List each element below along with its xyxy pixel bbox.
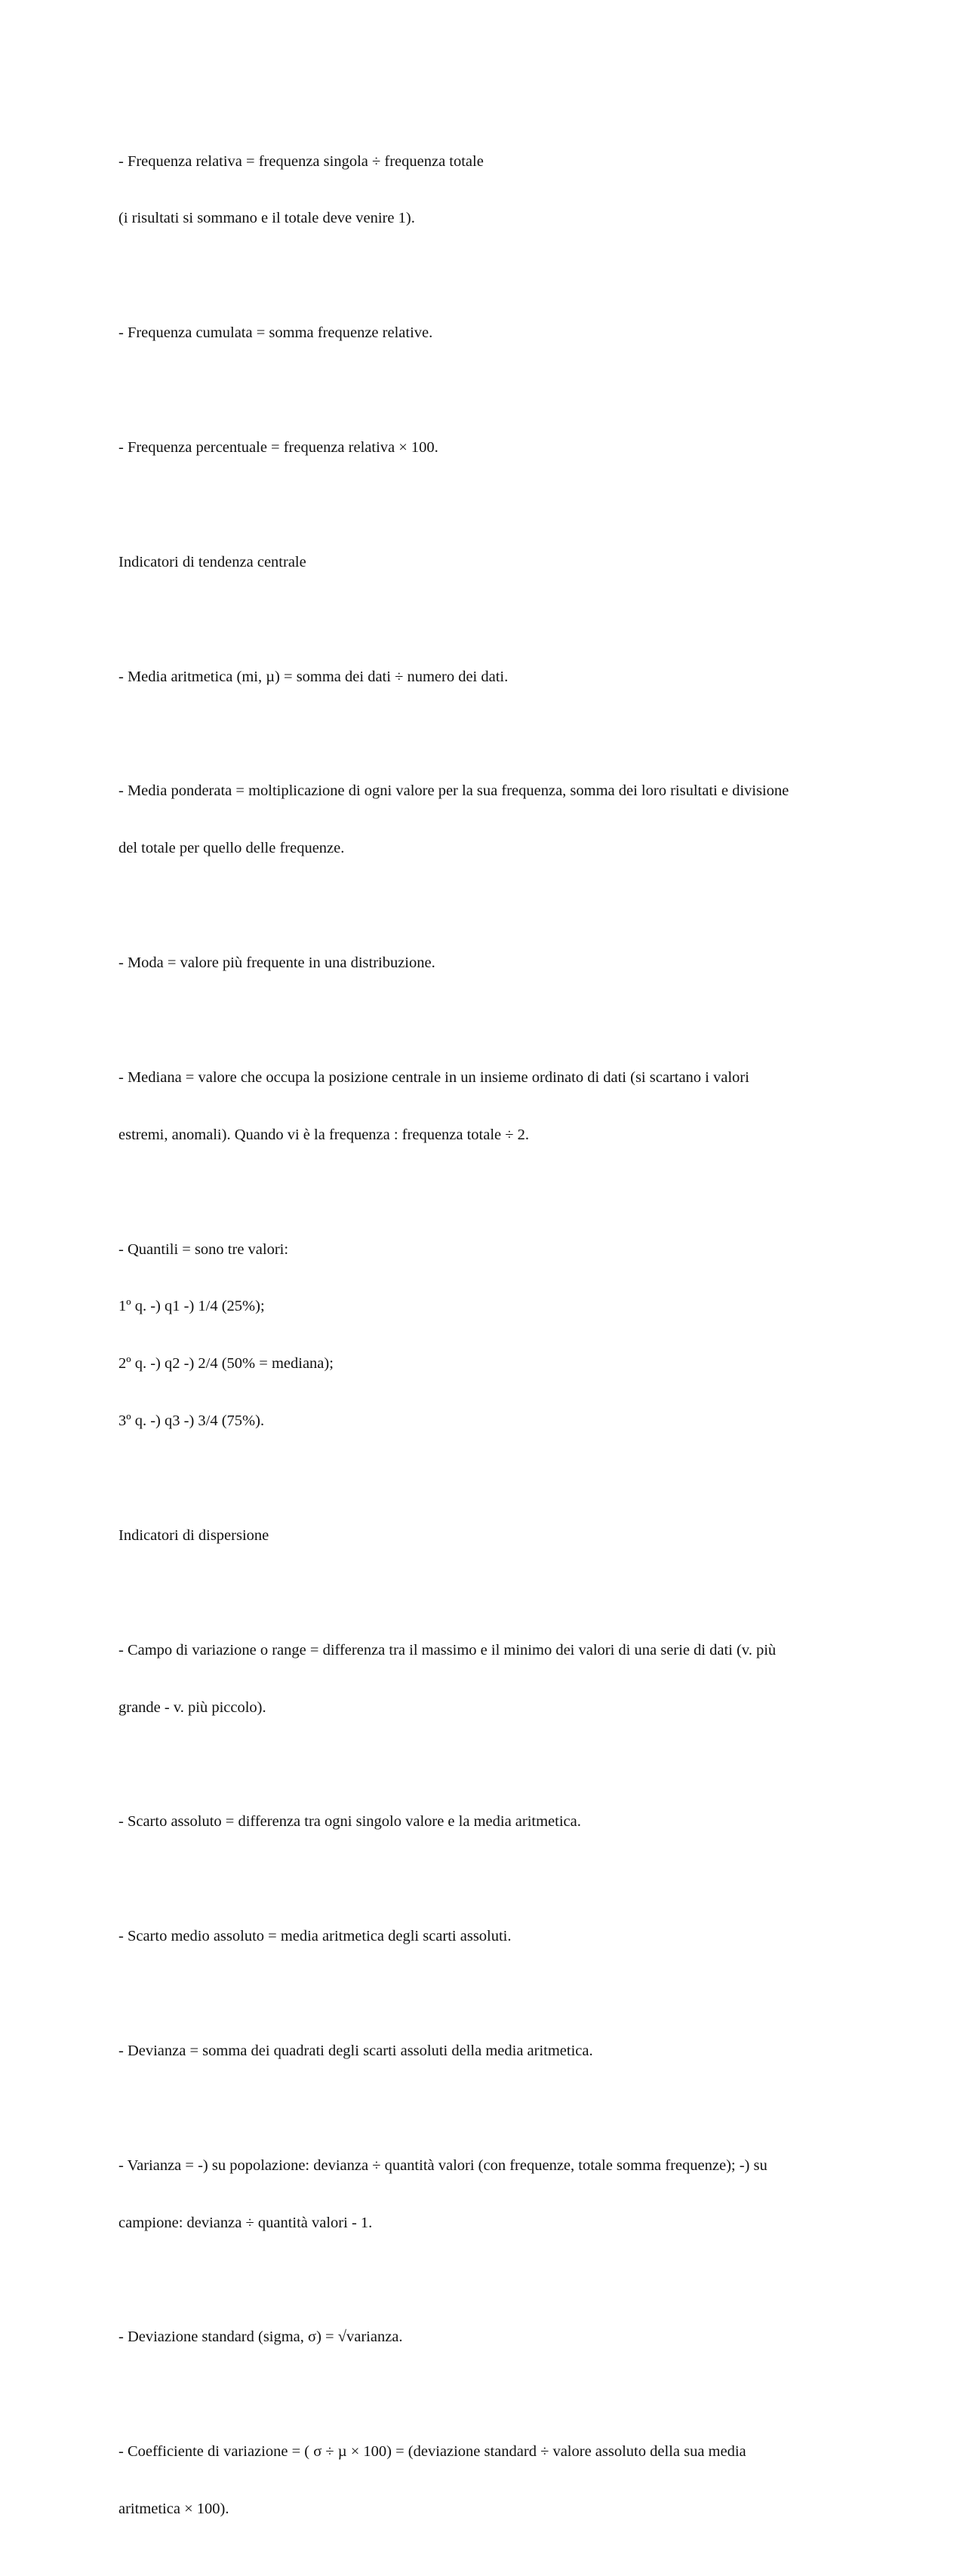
paragraph-scarto-assoluto [118,1775,843,1870]
paragraph-moda [118,915,843,1010]
paragraph-campo-variazione [118,1603,843,1755]
text-line: - Mediana = valore che occupa la posizione centrale in un insieme ordinato di dati (si scartano i valori [118,1068,749,1086]
paragraph-coefficiente-variazione [118,2405,843,2557]
text-line: 1º q. -) q1 -) 1/4 (25%); [118,1298,265,1315]
text-line: - Scarto medio assoluto = media aritmetica degli scarti assoluti. [118,1928,512,1945]
paragraph-frequenza-cumulata [118,286,843,381]
text-line: - Media ponderata = moltiplicazione di ogni valore per la sua frequenza, somma dei loro risultati e divisione [118,782,789,800]
paragraph-frequenza-relativa [118,114,843,266]
text-line: - Media aritmetica (mi, µ) = somma dei dati ÷ numero dei dati. [118,668,509,685]
text-line: - Frequenza cumulata = somma frequenze relative. [118,324,433,342]
text-line: - Scarto assoluto = differenza tra ogni singolo valore e la media aritmetica. [118,1813,581,1831]
text-line: - Frequenza percentuale = frequenza relativa × 100. [118,439,438,456]
paragraph-mediana [118,1030,843,1182]
paragraph-devianza [118,2003,843,2098]
paragraph-quantili [118,1202,843,1469]
section-heading: Indicatori di dispersione [118,1526,269,1544]
paragraph-varianza [118,2118,843,2270]
text-line: estremi, anomali). Quando vi è la frequenza : frequenza totale ÷ 2. [118,1126,530,1143]
text-line: - Varianza = -) su popolazione: devianza ÷ quantità valori (con frequenze, totale somma frequenze); -) su [118,2156,768,2174]
text-line: (i risultati si sommano e il totale deve venire 1). [118,210,415,227]
text-line: - Quantili = sono tre valori: [118,1240,289,1258]
section-heading: Indicatori di tendenza centrale [118,553,306,570]
text-line: campione: devianza ÷ quantità valori - 1. [118,2214,373,2231]
paragraph-deviazione-standard [118,2290,843,2385]
text-line: - Frequenza relativa = frequenza singola ÷ frequenza totale [118,152,484,170]
text-line: - Devianza = somma dei quadrati degli scarti assoluti della media aritmetica. [118,2042,593,2059]
text-line: - Deviazione standard (sigma, σ) = √varianza. [118,2329,403,2346]
paragraph-media-ponderata [118,744,843,896]
text-line: 3º q. -) q3 -) 3/4 (75%). [118,1412,265,1430]
text-line: 2º q. -) q2 -) 2/4 (50% = mediana); [118,1355,334,1373]
text-line: del totale per quello delle frequenze. [118,840,345,857]
text-line: - Moda = valore più frequente in una distribuzione. [118,954,435,972]
document-page [118,114,843,2576]
paragraph-media-aritmetica [118,629,843,724]
paragraph-scarto-medio [118,1889,843,1984]
text-line: - Coefficiente di variazione = ( σ ÷ µ × 100) = (deviazione standard ÷ valore assoluto della sua media [118,2443,746,2461]
text-line: - Campo di variazione o range = differenza tra il massimo e il minimo dei valori di una serie di dati (v. più [118,1641,777,1658]
paragraph-frequenza-percentuale [118,400,843,495]
section-heading-dispersione [118,1488,843,1583]
text-line: grande - v. più piccolo). [118,1698,266,1716]
section-heading-tendenza-centrale [118,515,843,610]
text-line: aritmetica × 100). [118,2501,229,2518]
